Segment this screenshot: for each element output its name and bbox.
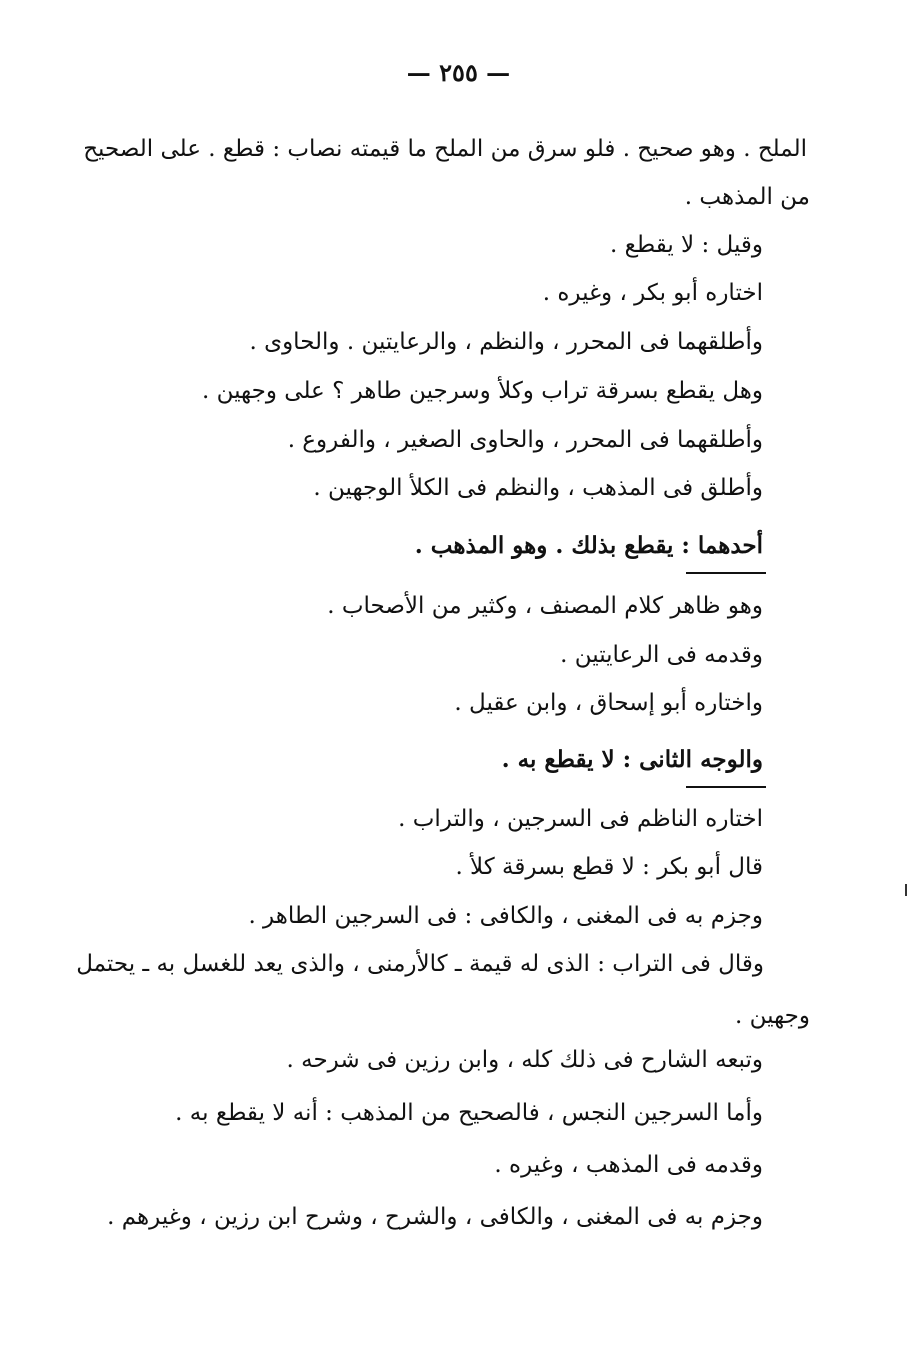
- text-line: واختاره أبو إسحاق ، وابن عقيل .: [454, 690, 763, 716]
- text-line: وهو ظاهر كلام المصنف ، وكثير من الأصحاب .: [327, 593, 763, 619]
- text-line: وأطلقهما فى المحرر ، والنظم ، والرعايتين . والحاوى .: [249, 329, 763, 355]
- text-line: وجزم به فى المغنى ، والكافى ، والشرح ، وشرح ابن رزين ، وغيرهم .: [107, 1204, 763, 1230]
- heading-underline: [686, 786, 766, 788]
- text-line: وقيل : لا يقطع .: [609, 232, 763, 258]
- section-heading: والوجه الثانى : لا يقطع به .: [501, 746, 763, 773]
- text-line: وهل يقطع بسرقة تراب وكلأ وسرجين طاهر ؟ على وجهين .: [201, 378, 763, 404]
- text-line: اختاره أبو بكر ، وغيره .: [542, 280, 763, 306]
- text-line: وقدمه فى الرعايتين .: [560, 642, 763, 668]
- page-number: — ٢٥٥ —: [406, 58, 511, 87]
- text-line: قال أبو بكر : لا قطع بسرقة كلأ .: [455, 854, 763, 880]
- text-line: وجهين .: [735, 1003, 810, 1029]
- text-line: من المذهب .: [684, 184, 810, 210]
- text-line: وجزم به فى المغنى ، والكافى : فى السرجين الطاهر .: [248, 903, 763, 929]
- text-line: اختاره الناظم فى السرجين ، والتراب .: [398, 806, 763, 832]
- text-line: وقال فى التراب : الذى له قيمة ـ كالأرمنى ، والذى يعد للغسل به ـ يحتمل: [76, 951, 764, 977]
- margin-mark: [905, 884, 907, 896]
- text-line: وقدمه فى المذهب ، وغيره .: [494, 1152, 763, 1178]
- heading-underline: [686, 572, 766, 574]
- text-line: وأما السرجين النجس ، فالصحيح من المذهب : أنه لا يقطع به .: [175, 1100, 763, 1126]
- text-line: وأطلق فى المذهب ، والنظم فى الكلأ الوجهين .: [313, 475, 763, 501]
- text-line: وتبعه الشارح فى ذلك كله ، وابن رزين فى شرحه .: [286, 1047, 763, 1073]
- text-line: الملح . وهو صحيح . فلو سرق من الملح ما قيمته نصاب : قطع . على الصحيح: [83, 136, 807, 162]
- text-line: وأطلقهما فى المحرر ، والحاوى الصغير ، والفروع .: [287, 427, 763, 453]
- section-heading: أحدهما : يقطع بذلك . وهو المذهب .: [414, 532, 763, 559]
